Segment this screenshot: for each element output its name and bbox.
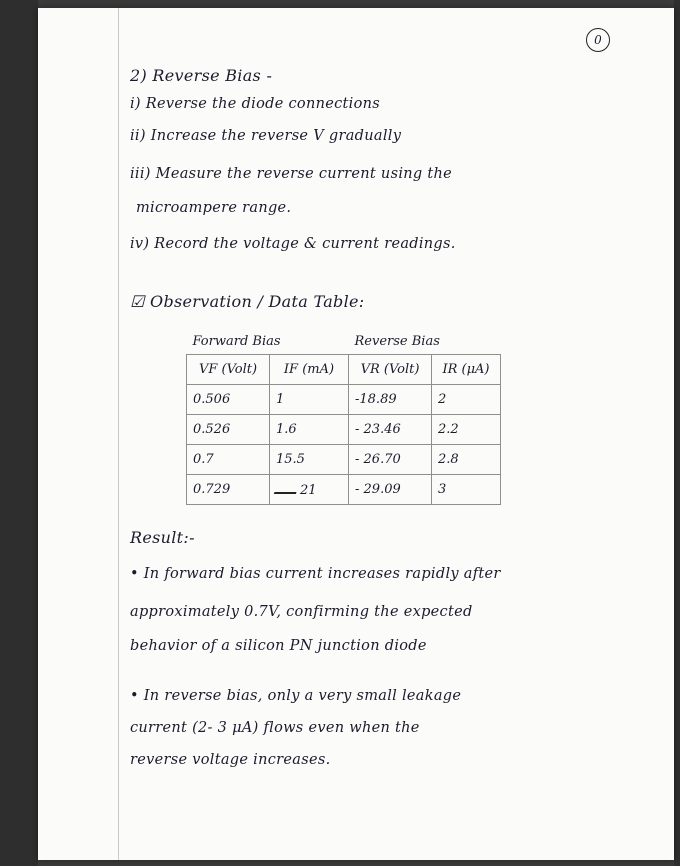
data-table bbox=[186, 328, 501, 505]
result-line: approximately 0.7V, confirming the expected bbox=[130, 604, 473, 620]
clipboard-icon: ☑ bbox=[130, 292, 145, 311]
margin-line bbox=[118, 8, 119, 860]
table-row bbox=[187, 415, 501, 445]
table-group-row bbox=[187, 328, 501, 355]
cell-value: 21 bbox=[300, 482, 317, 498]
forward-bias-header: Forward Bias bbox=[187, 328, 349, 355]
column-header: IF (mA) bbox=[270, 355, 349, 385]
table-row bbox=[187, 385, 501, 415]
reverse-bias-header: Reverse Bias bbox=[349, 328, 501, 355]
table-cell: 2.2 bbox=[432, 415, 501, 445]
result-line: behavior of a silicon PN junction diode bbox=[130, 638, 427, 654]
table-cell: - 26.70 bbox=[349, 445, 432, 475]
table-cell: 2.8 bbox=[432, 445, 501, 475]
result-line: reverse voltage increases. bbox=[130, 752, 331, 768]
procedure-step: microampere range. bbox=[136, 200, 292, 216]
table-header-row bbox=[187, 355, 501, 385]
table-cell: 0.729 bbox=[187, 475, 270, 505]
right-dark-border bbox=[674, 0, 680, 866]
table-cell: 1 bbox=[270, 385, 349, 415]
result-heading: Result:- bbox=[130, 528, 195, 547]
table-cell: 3 bbox=[432, 475, 501, 505]
reverse-bias-heading: 2) Reverse Bias - bbox=[130, 66, 273, 85]
column-header: VR (Volt) bbox=[349, 355, 432, 385]
table-cell: 15.5 bbox=[270, 445, 349, 475]
table-cell: -18.89 bbox=[349, 385, 432, 415]
scribble-mark bbox=[274, 482, 300, 494]
table-cell: - 23.46 bbox=[349, 415, 432, 445]
procedure-step: iii) Measure the reverse current using the bbox=[130, 166, 453, 182]
column-header: VF (Volt) bbox=[187, 355, 270, 385]
observation-heading-text: Observation / Data Table: bbox=[150, 292, 365, 311]
table-cell: 0.7 bbox=[187, 445, 270, 475]
page-number-circle: 0 bbox=[586, 28, 610, 52]
result-line: • In forward bias current increases rapidly after bbox=[130, 566, 501, 582]
table-row bbox=[187, 445, 501, 475]
table-cell: 0.506 bbox=[187, 385, 270, 415]
result-line: • In reverse bias, only a very small leakage bbox=[130, 688, 462, 704]
result-line: current (2- 3 μA) flows even when the bbox=[130, 720, 420, 736]
procedure-step: i) Reverse the diode connections bbox=[130, 96, 381, 112]
procedure-step: iv) Record the voltage & current readings. bbox=[130, 236, 456, 252]
table-cell: 0.526 bbox=[187, 415, 270, 445]
table-cell: 2 bbox=[432, 385, 501, 415]
column-header: IR (μA) bbox=[432, 355, 501, 385]
table-cell: - 29.09 bbox=[349, 475, 432, 505]
left-dark-border bbox=[0, 0, 38, 866]
table-cell: 1.6 bbox=[270, 415, 349, 445]
notebook-page bbox=[38, 8, 674, 860]
table-row bbox=[187, 475, 501, 505]
table-cell bbox=[270, 475, 349, 505]
procedure-step: ii) Increase the reverse V gradually bbox=[130, 128, 402, 144]
observation-heading bbox=[130, 292, 364, 311]
